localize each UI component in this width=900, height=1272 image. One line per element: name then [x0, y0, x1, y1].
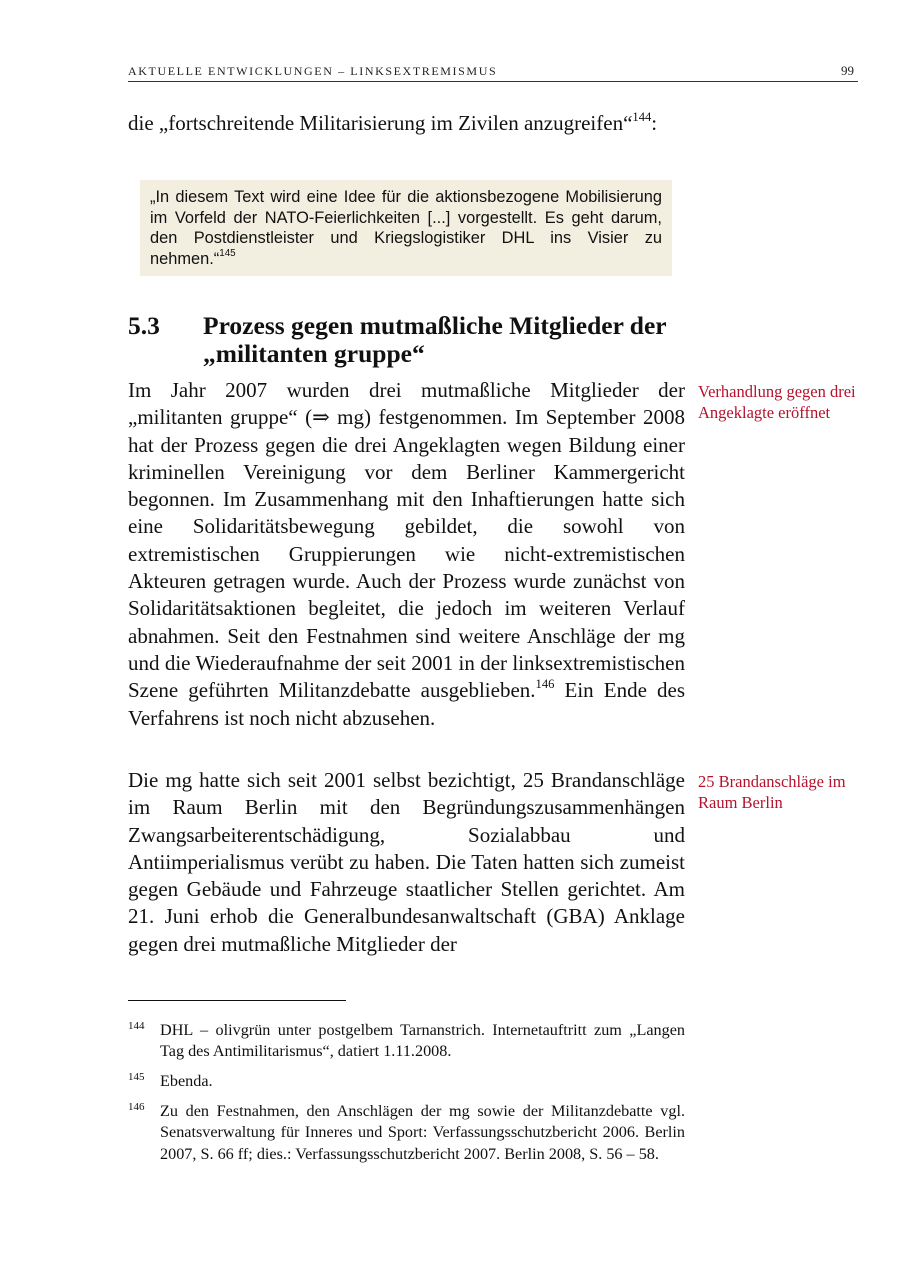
quote-paragraph — [150, 187, 662, 269]
footnote-separator — [128, 1000, 346, 1001]
running-header — [128, 62, 858, 82]
footnote-number: 144 — [128, 1020, 145, 1032]
paragraph-1-text: Im Jahr 2007 wurden drei mutmaßliche Mitglieder der „militanten gruppe“ (⇒ mg) festgenommen. Im September 2008 hat der Prozess gegen die drei Angeklagten wegen Bildung einer kriminellen Vereinigung vor dem Berliner Kammergericht begonnen. Im Zusammenhang mit den Inhaftierungen hatte sich eine Solidaritätsbewegung gebildet, die sowohl von extremistischen Gruppierungen wie nicht-extremistischen Akteuren getragen wurde. Auch der Prozess wurde zunächst von Solidaritätsaktionen begleitet, die jedoch im weiteren Verlauf abnahmen. Seit den Festnahmen sind weitere Anschläge der mg und die Wiederaufnahme der seit 2001 in der linksextremistischen Szene geführten Militanzdebatte ausgeblieben. — [128, 378, 685, 703]
footnote-145 — [128, 1071, 685, 1092]
footnote-144 — [128, 1020, 685, 1063]
footnote-text: DHL – olivgrün unter postgelbem Tarnanstrich. Internetauftritt zum „Langen Tag des Antimilitarismus“, datiert 1.11.2008. — [160, 1021, 685, 1061]
quote-box — [140, 180, 672, 276]
footnote-ref-146[interactable]: 146 — [535, 677, 555, 692]
paragraph-2-text: Die mg hatte sich seit 2001 selbst bezichtigt, 25 Brandanschläge im Raum Berlin mit den Begründungszusammenhängen Zwangsarbeiterentschädigung, Sozialabbau und Antiimperialismus verübt zu haben. Die Taten hatten sich zumeist gegen Gebäude und Fahrzeuge staatlicher Stellen gerichtet. Am 21. Juni erhob die Generalbundesanwaltschaft (GBA) Anklage gegen drei mutmaßliche Mitglieder der — [128, 768, 685, 956]
margin-note-trial: Verhandlung gegen drei Angeklagte eröffnet — [698, 382, 856, 422]
paragraph-2 — [128, 767, 685, 958]
intro-text: die „fortschreitende Militarisierung im Zivilen anzugreifen“ — [128, 111, 633, 135]
footnote-146 — [128, 1101, 685, 1165]
page-number: 99 — [841, 63, 854, 78]
margin-note-arson: 25 Brandanschläge im Raum Berlin — [698, 772, 846, 812]
intro-paragraph — [128, 110, 685, 137]
footnote-text: Ebenda. — [160, 1072, 213, 1090]
footnote-number: 145 — [128, 1071, 145, 1083]
intro-colon: : — [651, 111, 658, 135]
section-number: 5.3 — [128, 311, 160, 340]
paragraph-1 — [128, 377, 685, 732]
footnote-ref-144[interactable]: 144 — [632, 109, 652, 124]
footnote-ref-145[interactable]: 145 — [219, 248, 236, 260]
footnote-text: Zu den Festnahmen, den Anschlägen der mg sowie der Militanzdebatte vgl. Senatsverwaltung für Inneres und Sport: Verfassungsschutzbericht 2006. Berlin 2007, S. 66 ff; dies.: Verfassungsschutzbericht 2007. Berlin 2008, S. 56 – 58. — [160, 1102, 685, 1163]
paragraph-1-text-end: Ein Ende des Verfahrens ist noch nicht abzusehen. — [128, 678, 685, 730]
footnote-number: 146 — [128, 1101, 145, 1113]
quote-text: „In diesem Text wird eine Idee für die aktionsbezogene Mobilisierung im Vorfeld der NATO-Feierlichkeiten [...] vorgestellt. Es geht darum, den Postdienstleister und Kriegslogistiker DHL ins Visier zu nehmen.“ — [150, 188, 662, 268]
running-title: AKTUELLE ENTWICKLUNGEN – LINKSEXTREMISMUS — [128, 64, 498, 78]
section-title: Prozess gegen mutmaßliche Mitglieder der „militanten gruppe“ — [203, 311, 667, 368]
